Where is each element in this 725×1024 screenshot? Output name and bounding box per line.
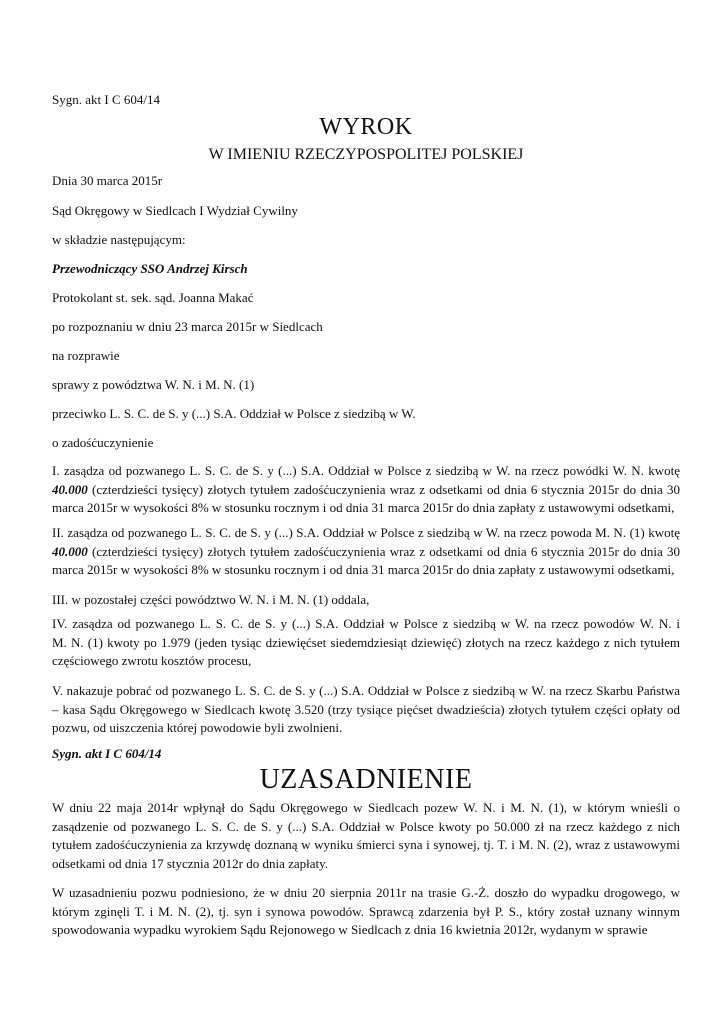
justification-p1-line-1: W dniu 22 maja 2014r wpłynął do Sądu Okręgowego w Siedlcach pozew W. N. i M. N. (1), w którym wnieśli o [52,800,680,815]
ruling-2-line-2 [52,543,680,562]
ruling-4-line-2: M. N. (1) kwoty po 1.979 (jeden tysiąc dziewięćset siedemdziesiąt dziewięć) złotych na rzecz każdego z nich tytułem [52,634,680,650]
case-subject: o zadośćuczynienie [52,435,154,450]
ruling-5 [52,682,680,738]
presiding-judge: Przewodniczący SSO Andrzej Kirsch [52,261,248,276]
ruling-4 [52,615,680,671]
justification-paragraph-1 [52,799,680,873]
justification-p1-line-2: zasądzenie od pozwanego L. S. C. de S. y (...) S.A. Oddział w Polsce kwoty po 50.000 zł na rzecz każdego z nich [52,818,680,834]
justification-p2-line-1: W uzasadnieniu pozwu podniesiono, że w dniu 20 sierpnia 2011r na trasie G.-Ż. doszło do wypadku drogowego, w [52,885,680,900]
ruling-5-line-2: – kasa Sądu Okręgowego w Siedlcach kwotę 3.520 (trzy tysiące pięćset dwadzieścia) złotych tytułem części opłaty od [52,701,680,717]
justification-signature: Sygn. akt I C 604/14 [52,746,162,761]
ruling-1 [52,462,680,518]
ruling-5-line-1: V. nakazuje pobrać od pozwanego L. S. C. de S. y (...) S.A. Oddział w Polsce z siedzibą w W. na rzecz Skarbu Państwa [52,683,680,698]
ruling-1-line-1: I. zasądza od pozwanego L. S. C. de S. y (...) S.A. Oddział w Polsce z siedzibą w W. na rzecz powódki W. N. kwotę [52,463,680,478]
ruling-4-line-1: IV. zasądza od pozwanego L. S. C. de S. y (...) S.A. Oddział w Polsce z siedzibą w W. na rzecz powodów W. N. i [52,616,680,631]
defendant: przeciwko L. S. C. de S. y (...) S.A. Oddział w Polsce z siedzibą w W. [52,406,416,421]
ruling-2-line-2-text: (czterdzieści tysięcy) złotych tytułem zadośćuczynienia wraz z odsetkami od dnia 6 stycznia 2015r do dnia 30 [87,543,680,559]
justification-p1-line-4: odsetkami od dnia 17 stycznia 2012r do dnia zapłaty. [52,855,329,871]
justification-p2-line-3: spowodowania wypadku wyrokiem Sądu Rejonowego w Siedlcach z dnia 16 kwietnia 2012r, wydanym w sprawie [52,922,648,937]
case-parties: sprawy z powództwa W. N. i M. N. (1) [52,377,255,392]
justification-title: UZASADNIENIE [259,764,473,795]
document-subtitle: W IMIENIU RZECZYPOSPOLITEJ POLSKIEJ [208,146,524,163]
justification-paragraph-2 [52,884,680,940]
hearing-type: na rozprawie [52,348,120,363]
ruling-2-line-1: II. zasądza od pozwanego L. S. C. de S. y (...) S.A. Oddział w Polsce z siedzibą w W. na rzecz powoda M. N. (1) kwotę [52,525,680,540]
hearing-date: po rozpoznaniu w dniu 23 marca 2015r w Siedlcach [52,319,323,334]
ruling-2-line-3: marca 2015r w wysokości 8% w stosunku rocznym i od dnia 31 marca 2015r do dnia zapłaty z ustawowymi odsetkami, [52,562,675,577]
court-clerk: Protokolant st. sek. sąd. Joanna Makać [52,290,254,305]
ruling-2-amount: 40.000 [52,543,88,559]
ruling-1-line-2-text: (czterdzieści tysięcy) złotych tytułem zadośćuczynienia wraz z odsetkami od dnia 6 stycznia 2015r do dnia 30 [87,481,680,497]
ruling-4-line-3: częściowego zwrotu kosztów procesu, [52,653,252,668]
ruling-3: III. w pozostałej części powództwo W. N. i M. N. (1) oddala, [52,592,370,607]
ruling-1-amount: 40.000 [52,481,88,497]
court-name: Sąd Okręgowy w Siedlcach I Wydział Cywilny [52,203,298,218]
ruling-2 [52,524,680,580]
ruling-1-line-3: marca 2015r w wysokości 8% w stosunku rocznym i od dnia 31 marca 2015r do dnia zapłaty z ustawowymi odsetkami, [52,500,675,515]
judgment-date: Dnia 30 marca 2015r [52,173,163,188]
justification-p1-line-3: tytułem zadośćuczynienia za krzywdę doznaną w wyniku śmierci syna i synowej, tj. T. i M. N. (2), wraz z ustawowymi [52,837,680,852]
ruling-1-line-2 [52,481,680,500]
justification-p2-line-2: którym zginęli T. i M. N. (2), tj. syn i synowa powodów. Sprawcą zdarzenia był P. S., który został uznany winnym [52,903,680,919]
case-signature: Sygn. akt I C 604/14 [52,92,160,107]
ruling-5-line-3: pozwu, od uiszczenia której powodowie byli zwolnieni. [52,720,343,735]
composition-label: w składzie następującym: [52,232,186,247]
document-title: WYROK [319,114,413,140]
